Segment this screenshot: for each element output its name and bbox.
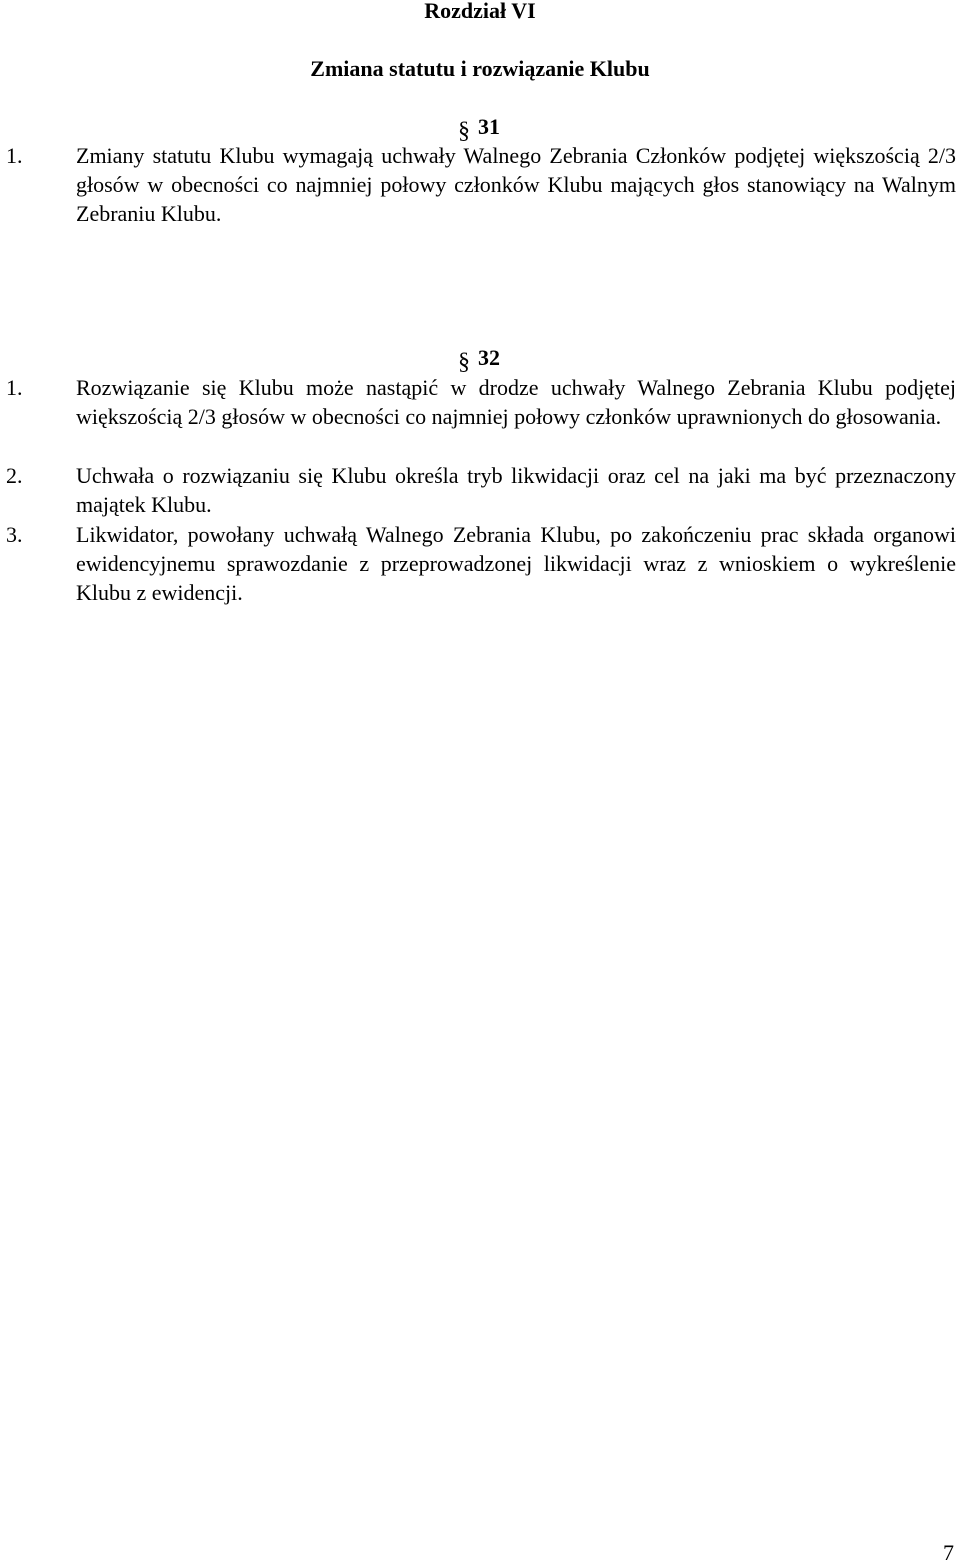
paragraph-text: Uchwała o rozwiązaniu się Klubu określa tryb likwidacji oraz cel na jaki ma być przeznaczony majątek Klubu. (76, 463, 956, 517)
section-heading-32 (458, 345, 500, 375)
section-number: 31 (478, 114, 500, 139)
paragraph-31-1 (0, 141, 956, 228)
paragraph-text: Rozwiązanie się Klubu może nastąpić w drodze uchwały Walnego Zebrania Klubu podjętej większością 2/3 głosów w obecności co najmniej połowy członków uprawnionych do głosowania. (76, 375, 956, 429)
paragraph-number: 1. (6, 375, 23, 400)
paragraph-32-3 (0, 520, 956, 607)
paragraph-32-1 (0, 373, 956, 431)
paragraph-number: 1. (6, 143, 23, 168)
page-number: 7 (943, 1540, 954, 1565)
section-number: 32 (478, 345, 500, 370)
chapter-title: Rozdział VI (424, 0, 536, 23)
chapter-subtitle: Zmiana statutu i rozwiązanie Klubu (310, 56, 650, 81)
paragraph-number: 3. (6, 522, 23, 547)
paragraph-32-2 (0, 461, 956, 519)
section-heading-31 (458, 114, 500, 144)
section-sign-icon: § (458, 349, 470, 375)
paragraph-number: 2. (6, 463, 23, 488)
paragraph-text: Likwidator, powołany uchwałą Walnego Zebrania Klubu, po zakończeniu prac składa organowi ewidencyjnemu sprawozdanie z przeprowadzonej likwidacji wraz z wnioskiem o wykreślenie Klubu z ewidencji. (76, 522, 956, 605)
section-sign-icon: § (458, 118, 470, 144)
paragraph-text: Zmiany statutu Klubu wymagają uchwały Walnego Zebrania Członków podjętej większością 2/3 głosów w obecności co najmniej połowy członków Klubu mających głos stanowiący na Walnym Zebraniu Klubu. (76, 143, 956, 226)
